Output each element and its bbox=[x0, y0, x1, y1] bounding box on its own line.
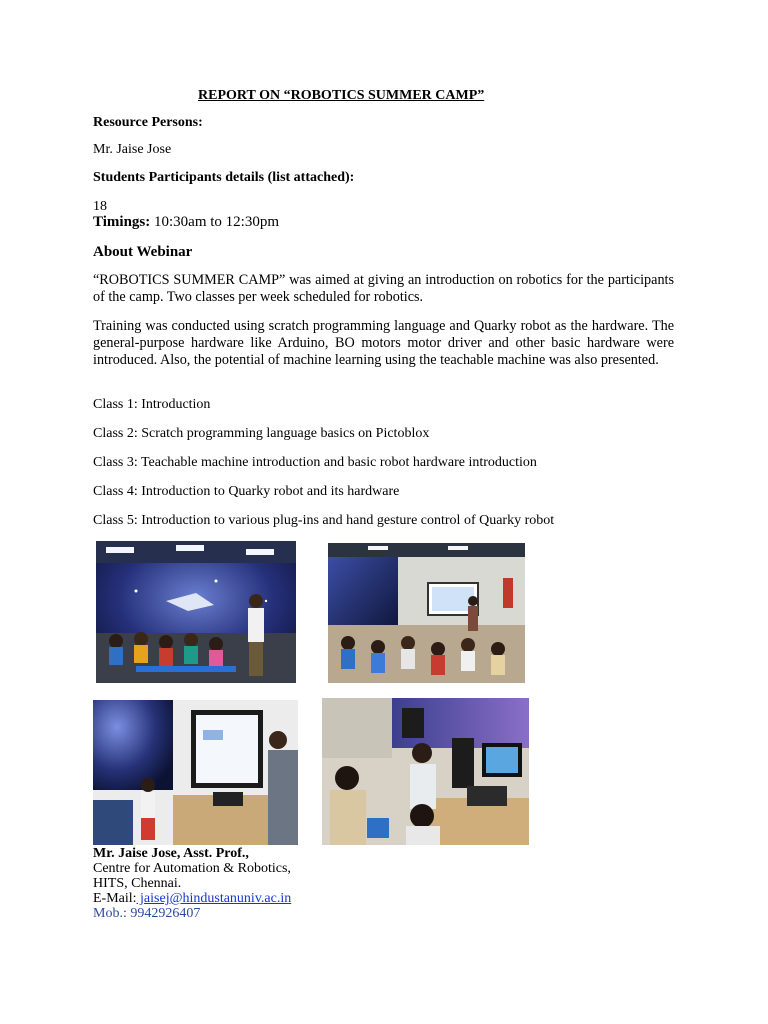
signature-institution: HITS, Chennai. bbox=[93, 876, 182, 891]
camp-photo-3 bbox=[93, 700, 298, 845]
camp-photo-4-image bbox=[322, 698, 529, 845]
intro-paragraph: “ROBOTICS SUMMER CAMP” was aimed at giving an introduction on robotics for the participants of the camp. Two classes per week scheduled for robotics. bbox=[93, 272, 674, 305]
signature-email-line bbox=[93, 891, 291, 907]
camp-photo-4 bbox=[322, 698, 529, 845]
class-item: Class 1: Introduction bbox=[93, 397, 211, 412]
class-item: Class 5: Introduction to various plug-ins and hand gesture control of Quarky robot bbox=[93, 513, 555, 528]
signature-department: Centre for Automation & Robotics, bbox=[93, 861, 291, 876]
participants-label: Students Participants details (list attached): bbox=[93, 170, 355, 185]
about-heading: About Webinar bbox=[93, 244, 193, 260]
camp-photo-1 bbox=[96, 541, 296, 683]
report-title: REPORT ON “ROBOTICS SUMMER CAMP” bbox=[198, 88, 485, 103]
camp-photo-2-image bbox=[328, 543, 525, 683]
email-link[interactable]: jaisej@hindustanuniv.ac.in bbox=[136, 891, 292, 906]
training-paragraph: Training was conducted using scratch programming language and Quarky robot as the hardware. The general-purpose hardware like Arduino, BO motors motor driver and other basic hardware were introduced. Also, the potential of machine learning using the teachable machine was also presented. bbox=[93, 318, 674, 368]
resource-person-name: Mr. Jaise Jose bbox=[93, 142, 172, 157]
class-item: Class 4: Introduction to Quarky robot and its hardware bbox=[93, 484, 400, 499]
signature-name: Mr. Jaise Jose, Asst. Prof., bbox=[93, 846, 249, 861]
participants-count: 18 bbox=[93, 199, 107, 214]
class-item: Class 2: Scratch programming language basics on Pictoblox bbox=[93, 426, 430, 441]
class-item: Class 3: Teachable machine introduction and basic robot hardware introduction bbox=[93, 455, 537, 470]
timings-label: Timings: bbox=[93, 214, 151, 230]
timings-value: 10:30am to 12:30pm bbox=[150, 214, 279, 230]
timings-line bbox=[93, 214, 279, 231]
camp-photo-3-image bbox=[93, 700, 298, 845]
camp-photo-2 bbox=[328, 543, 525, 683]
email-label: E-Mail: bbox=[93, 891, 137, 906]
resource-persons-label: Resource Persons: bbox=[93, 115, 203, 130]
signature-mobile: Mob.: 9942926407 bbox=[93, 906, 201, 921]
camp-photo-1-image bbox=[96, 541, 296, 683]
